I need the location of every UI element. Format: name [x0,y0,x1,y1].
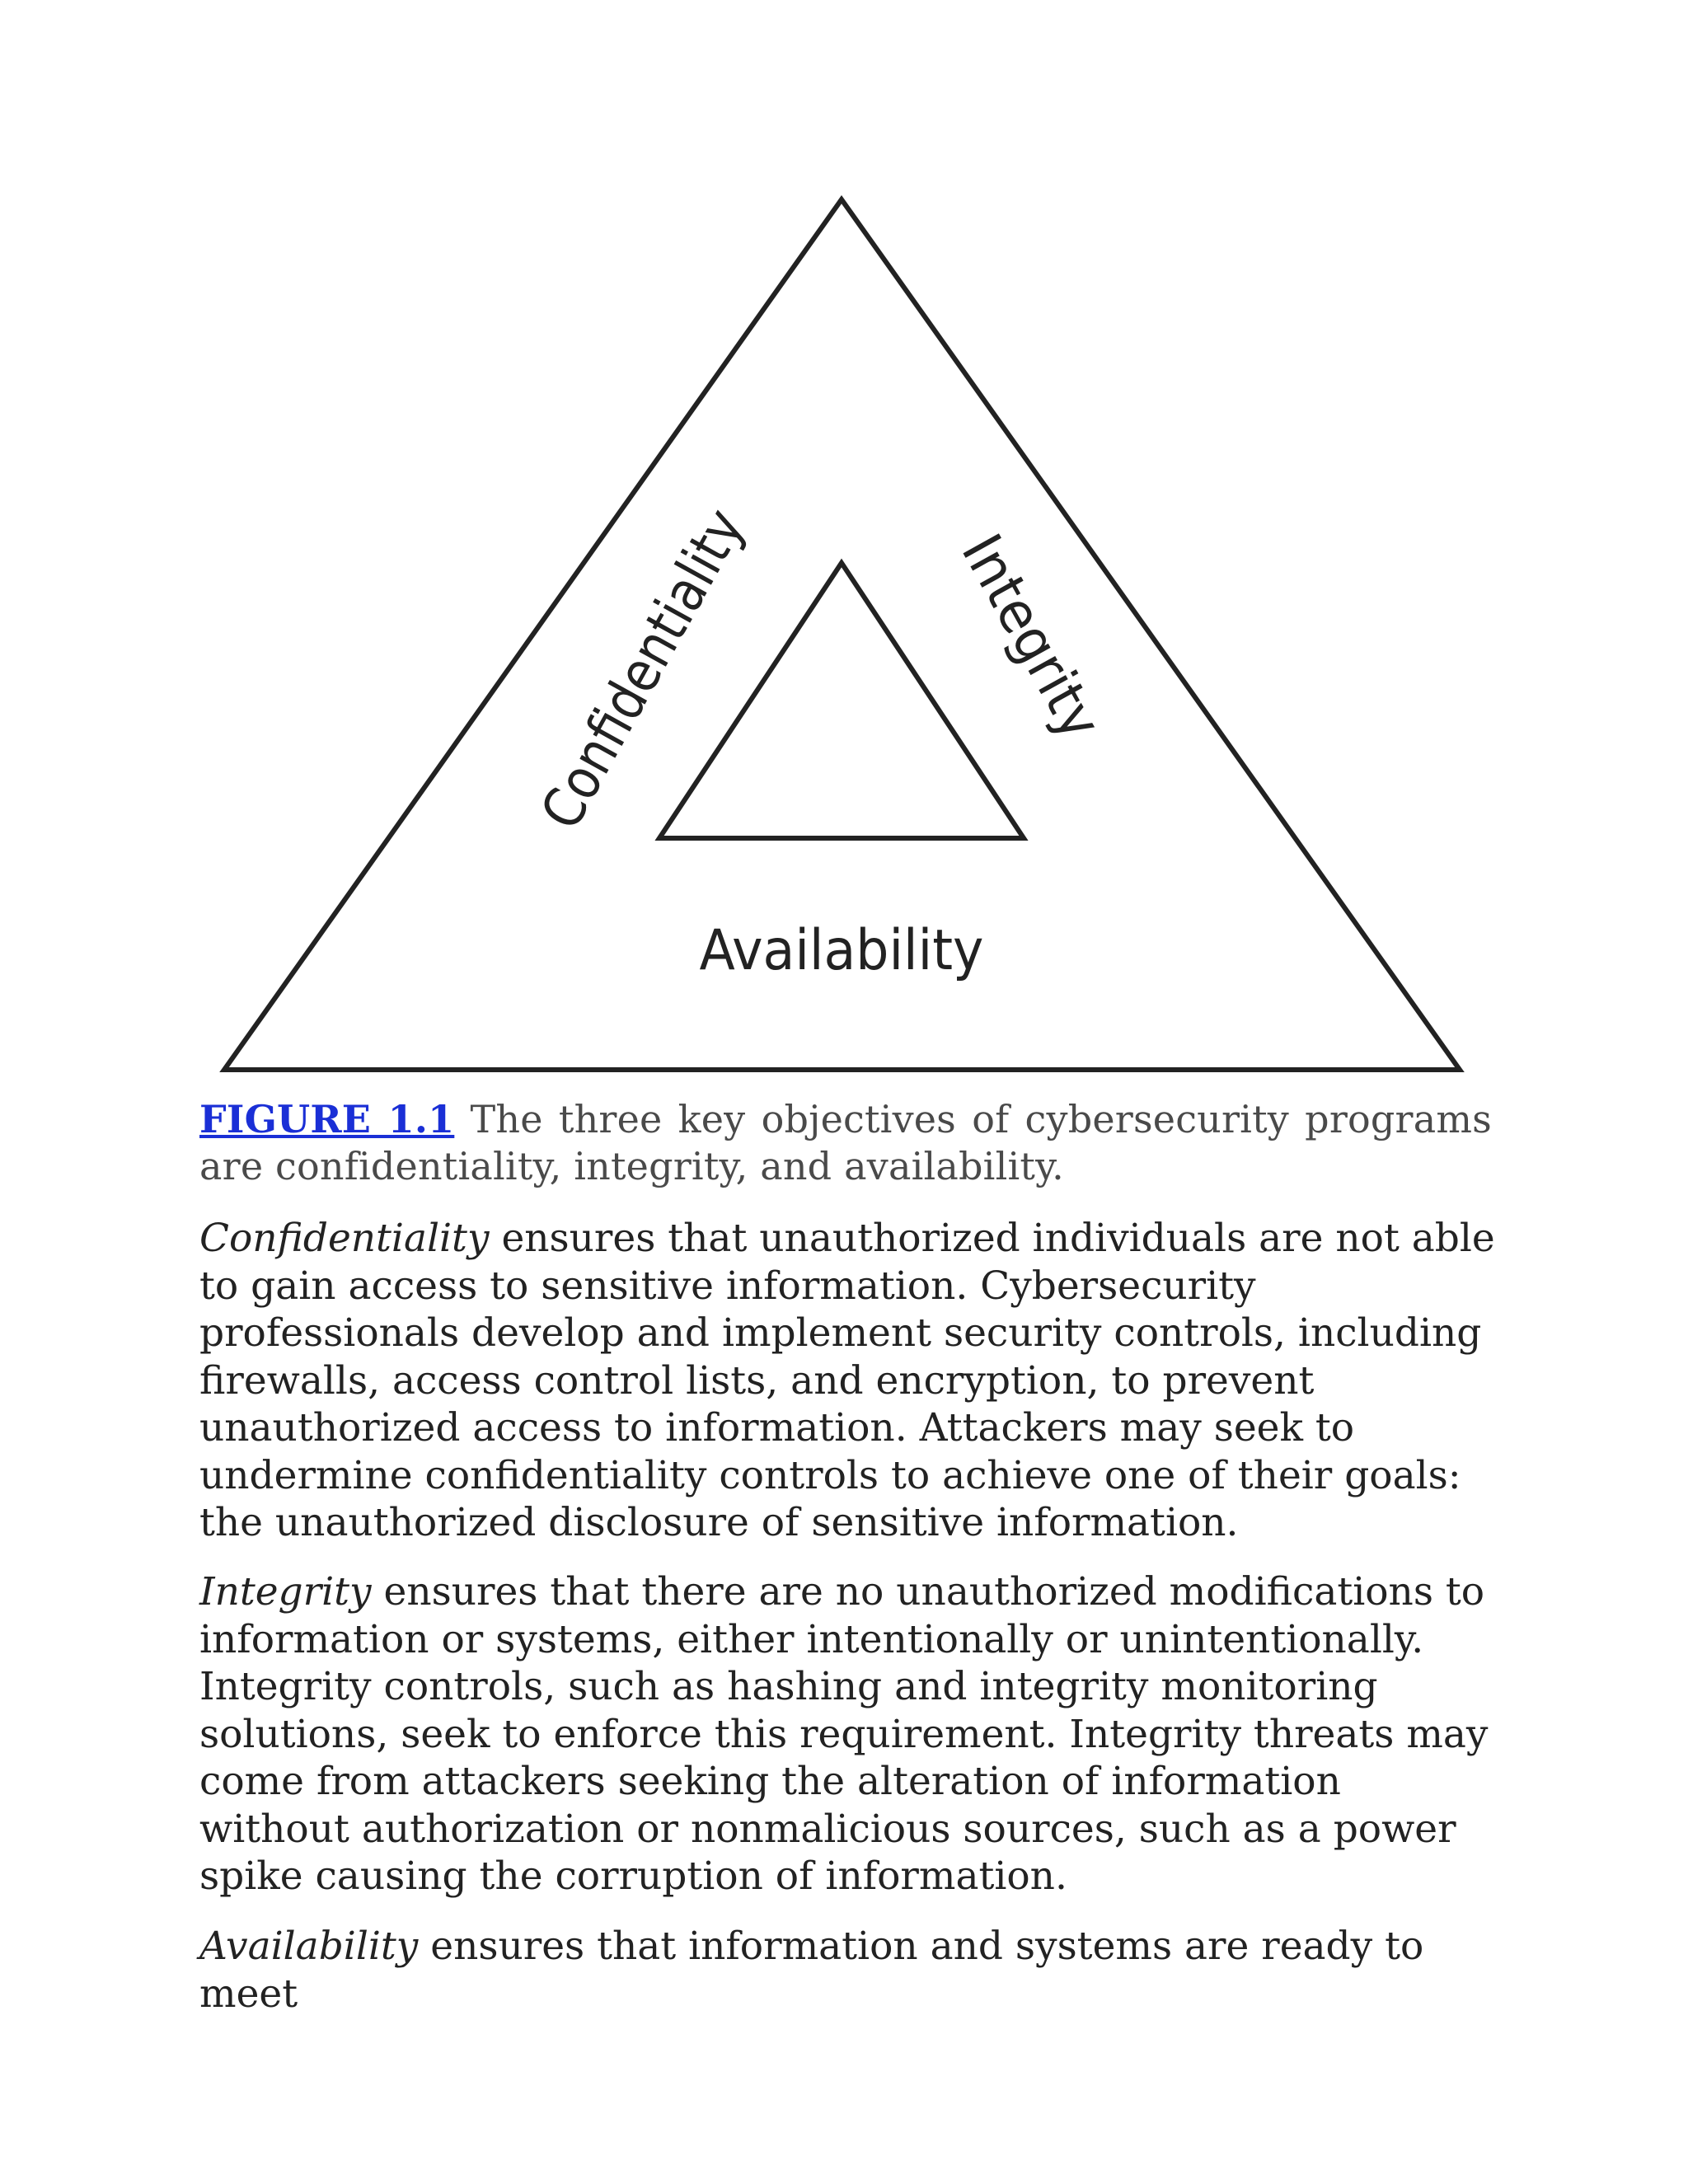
caption-text: The three key objectives of cybersecurity programs are confidentiality, integrity, and availability. [199,1097,1492,1188]
integrity-term: Integrity [199,1569,372,1615]
confidentiality-text: ensures that unauthorized individuals are not able to gain access to sensitive information. Cybersecurity professionals develop and implement security controls, including firewalls, access control lists, and encryption, to prevent unauthorized access to information. Attackers may seek to undermine confidentiality controls to achieve one of their goals: the unauthorized disclosure of sensitive information. [199,1216,1495,1545]
confidentiality-label: Confidentiality [528,452,784,841]
confidentiality-term: Confidentiality [199,1216,490,1261]
integrity-paragraph [199,1568,1502,1900]
integrity-text: ensures that there are no unauthorized modifications to information or systems, either intentionally or unintentionally. Integrity controls, such as hashing and integrity monitoring solutions, seek to enforce this requirement. Integrity threats may come from attackers seeking the alteration of information without authorization or nonmalicious sources, such as a power spike causing the corruption of information. [199,1569,1489,1899]
figure-link[interactable]: FIGURE 1.1 [199,1097,455,1141]
confidentiality-paragraph [199,1215,1502,1547]
figure-caption [199,1096,1492,1190]
availability-text: ensures that information and systems are ready to meet [199,1924,1424,2017]
availability-term: Availability [199,1924,419,1969]
integrity-label: Integrity [948,523,1121,764]
availability-label: Availability [699,918,984,983]
availability-paragraph [199,1923,1502,2018]
